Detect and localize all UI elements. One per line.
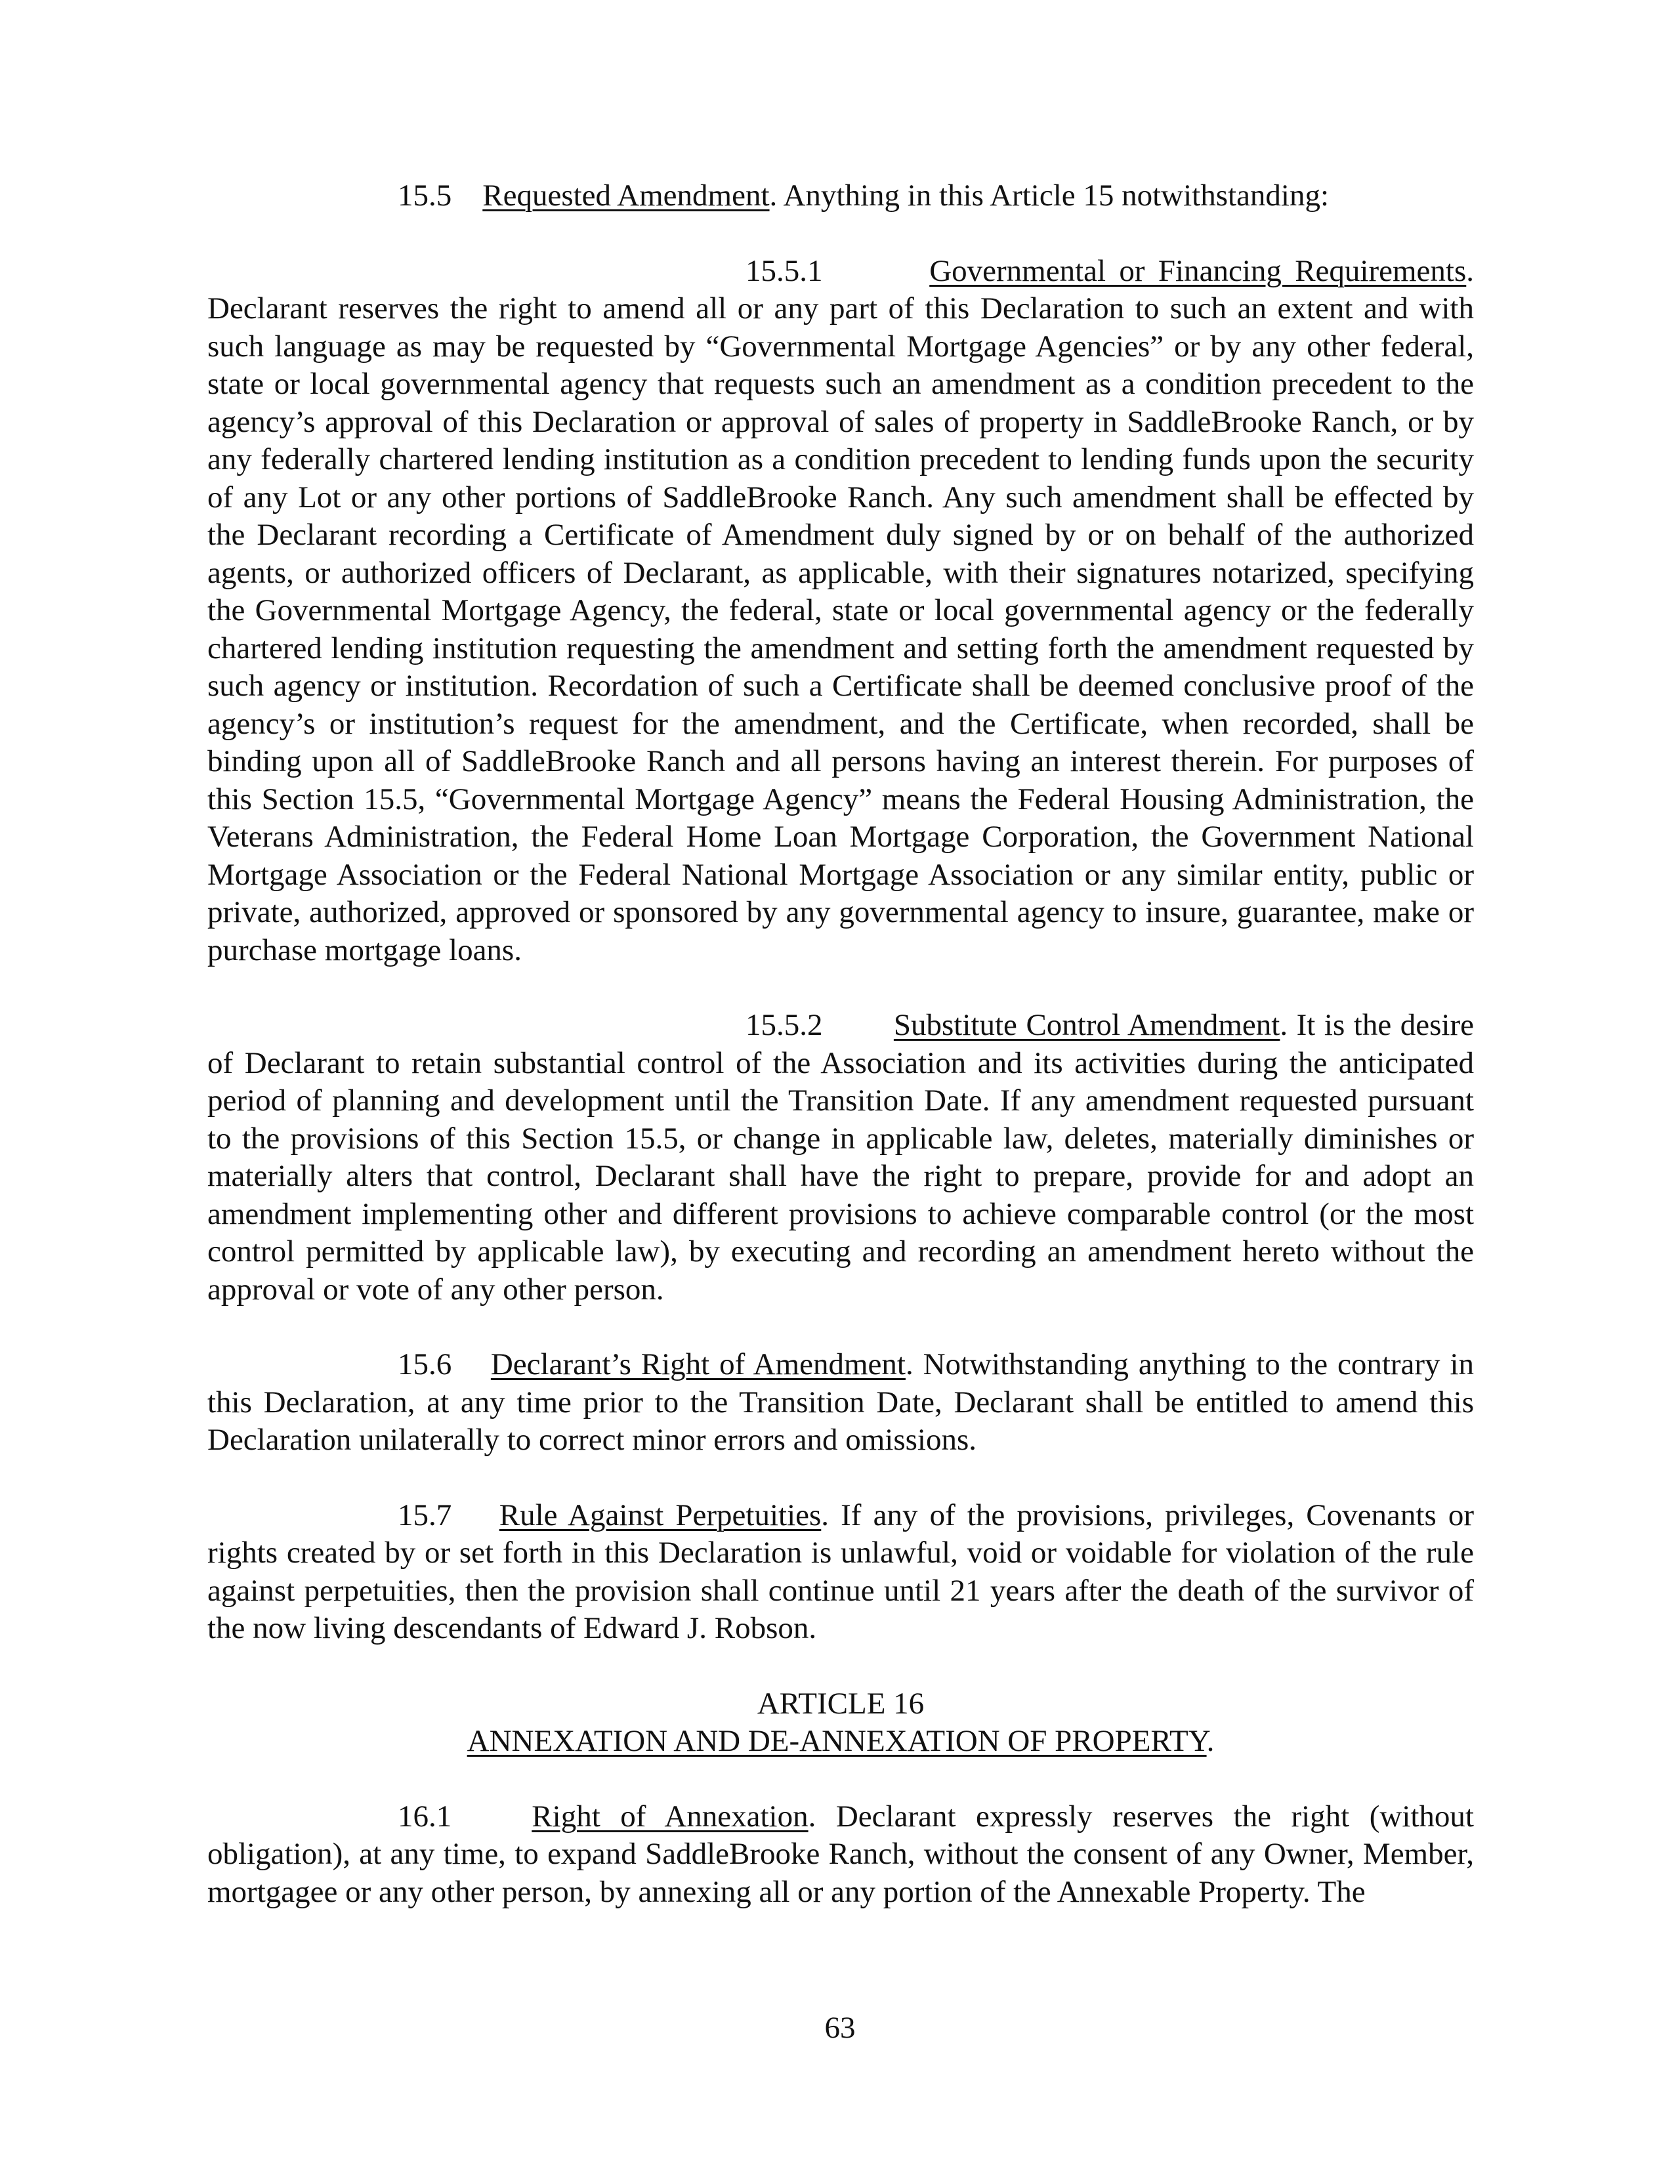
- section-15-5-2: [207, 1007, 1474, 1309]
- article-label: ARTICLE 16: [757, 1686, 925, 1721]
- section-15-6: [207, 1346, 1474, 1460]
- section-heading: Declarant’s Right of Amendment: [490, 1347, 906, 1381]
- section-text: . Notwithstanding anything to the contrary in this Declaration, at any time prior to the Transition Date, Declarant shall be entitled to amend this Declaration unilaterally to correct minor errors and omissions.: [207, 1347, 1475, 1457]
- article-title-suffix: .: [1206, 1724, 1215, 1758]
- page-number: 63: [824, 2011, 856, 2045]
- section-text: . It is the desire of Declarant to retain substantial control of the Association and its activities during the anticipated period of planning and development until the Transition Date. If any amendment requested pursuant to the provisions of this Section 15.5, or change in applicable law, deletes, materially diminishes or materially alters that control, Declarant shall have the right to prepare, provide for and adopt an amendment implementing other and different provisions to achieve comparable control (or the most control permitted by applicable law), by executing and recording an amendment hereto without the approval or vote of any other person.: [207, 1008, 1474, 1307]
- section-heading: Substitute Control Amendment: [893, 1008, 1280, 1042]
- section-number: 15.5.1: [746, 253, 823, 288]
- section-heading: Right of Annexation: [532, 1799, 808, 1834]
- section-heading: Rule Against Perpetuities: [499, 1498, 822, 1532]
- document-page: [207, 177, 1474, 1911]
- section-text: . Declarant expressly reserves the right (without obligation), at any time, to expand SaddleBrooke Ranch, without the consent of any Owner, Member, mortgagee or any other person, by annexing all or any portion of the Annexable Property. The: [207, 1799, 1474, 1909]
- section-heading: Governmental or Financing Requirements: [929, 253, 1467, 288]
- section-15-7: [207, 1497, 1474, 1648]
- section-text: . If any of the provisions, privileges, Covenants or rights created by or set forth in this Declaration is unlawful, void or voidable for violation of the rule against perpetuities, then the provision shall continue until 21 years after the death of the survivor of the now living descendants of Edward J. Robson.: [207, 1498, 1475, 1645]
- section-number: 15.5: [398, 178, 452, 213]
- section-text: . Anything in this Article 15 notwithstanding:: [769, 178, 1330, 213]
- section-number: 15.7: [398, 1498, 452, 1532]
- section-16-1: [207, 1798, 1474, 1912]
- section-text: . Declarant reserves the right to amend all or any part of this Declaration to such an extent and with such language as may be requested by “Governmental Mortgage Agencies” or by any other federal, state or local governmental agency that requests such an amendment as a condition precedent to the agency’s approval of this Declaration or approval of sales of property in SaddleBrooke Ranch, or by any federally chartered lending institution as a condition precedent to lending funds upon the security of any Lot or any other portions of SaddleBrooke Ranch. Any such amendment shall be effected by the Declarant recording a Certificate of Amendment duly signed by or on behalf of the authorized agents, or authorized officers of Declarant, as applicable, with their signatures notarized, specifying the Governmental Mortgage Agency, the federal, state or local governmental agency or the federally chartered lending institution requesting the amendment and setting forth the amendment requested by such agency or institution. Recordation of such a Certificate shall be deemed conclusive proof of the agency’s or institution’s request for the amendment, and the Certificate, when recorded, shall be binding upon all of SaddleBrooke Ranch and all persons having an interest therein. For purposes of this Section 15.5, “Governmental Mortgage Agency” means the Federal Housing Administration, the Veterans Administration, the Federal Home Loan Mortgage Corporation, the Government National Mortgage Association or the Federal National Mortgage Association or any similar entity, public or private, authorized, approved or sponsored by any governmental agency to insure, guarantee, make or purchase mortgage loans.: [207, 253, 1475, 967]
- section-15-5: [207, 177, 1474, 215]
- article-title: [207, 1723, 1474, 1761]
- article-title-text: ANNEXATION AND DE-ANNEXATION OF PROPERTY: [467, 1724, 1207, 1758]
- section-15-5-1: [207, 253, 1474, 970]
- section-number: 15.6: [398, 1347, 452, 1381]
- section-heading: Requested Amendment: [482, 178, 770, 213]
- section-number: 16.1: [398, 1799, 452, 1834]
- section-number: 15.5.2: [746, 1008, 823, 1042]
